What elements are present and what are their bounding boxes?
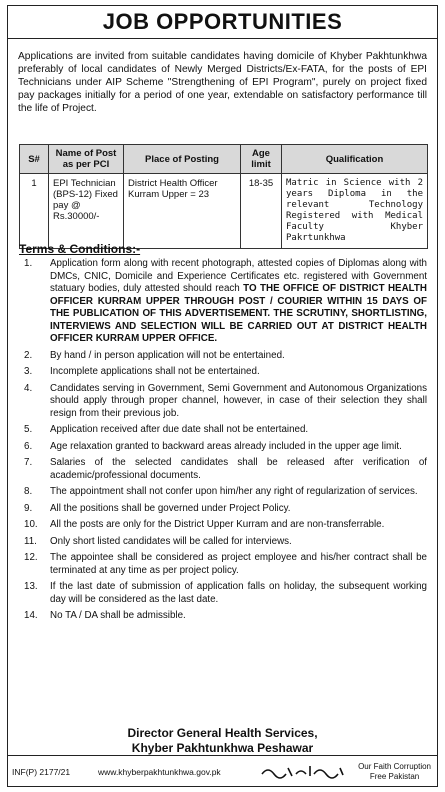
table-row	[20, 174, 428, 249]
cell-qualification: Matric in Science with 2 years Diploma in the relevant Technology Registered with Medical Faculty Khyber Pakrtunkhwa	[282, 174, 428, 249]
list-item: 3. Incomplete applications shall not be entertained.	[24, 366, 260, 377]
list-item: 2. By hand / in person application will not be entertained.	[24, 349, 285, 361]
signature-line-1: Director General Health Services,	[127, 726, 318, 740]
list-item: 8. The appointment shall not confer upon him/her any right of regularization of services.	[24, 486, 418, 497]
banner-title: JOB OPPORTUNITIES	[102, 9, 343, 34]
list-item: 6. Age relaxation granted to backward areas already included in the upper age limit.	[24, 440, 402, 452]
slogan: Our Faith Corruption Free Pakistan	[358, 762, 431, 781]
list-item: 12. The appointee shall be considered as project employee and his/her contract shall be terminated at any time as per project policy.	[24, 552, 427, 576]
header-age: Age limit	[241, 145, 282, 174]
list-item: 13. If the last date of submission of application falls on holiday, the subsequent working day will be considered as the last date.	[24, 581, 427, 605]
terms-heading: Terms & Conditions:-	[19, 242, 141, 256]
terms-list	[24, 258, 427, 627]
website-url: www.khyberpakhtunkhwa.gov.pk	[98, 767, 221, 777]
header-post: Name of Post as per PCI	[49, 145, 124, 174]
list-item: 9. All the positions shall be governed under Project Policy.	[24, 502, 291, 514]
urdu-slogan-graphic-icon	[258, 762, 348, 780]
list-item: 14. No TA / DA shall be admissible.	[24, 610, 186, 621]
list-item: 10. All the posts are only for the District Upper Kurram and are non-transferrable.	[24, 519, 385, 530]
jobs-table	[19, 144, 428, 249]
list-item: 11. Only short listed candidates will be called for interviews.	[24, 535, 292, 547]
list-item: 1. Application form along with recent photograph, attested copies of Diplomas along with DMCs, CNIC, Domicile and Experience Certificates etc. registered with Government statuary bodies, duly attested should reach TO THE OFFICE OF DISTRICT HEALTH OFFICER KURRAM UPPER THROUGH POST / COURIER WITHIN 15 DAYS OF THE PUBLICATION OF THIS ADVERTISEMENT. THE SCRUTINY, SHORTLISTING, INTERVIEWS AND SELECTION WILL BE CARRIED OUT AT DISTRICT HEALTH OFFICER KURRAM UPPER OFFICE.	[24, 258, 427, 344]
header-qualification: Qualification	[282, 145, 428, 174]
cell-place: District Health Officer Kurram Upper = 23	[124, 174, 241, 249]
table-header-row	[20, 145, 428, 174]
cell-post: EPI Technician (BPS-12) Fixed pay @ Rs.30000/-	[49, 174, 124, 249]
header-place: Place of Posting	[124, 145, 241, 174]
list-item: 5. Application received after due date shall not be entertained.	[24, 424, 309, 435]
banner	[8, 6, 437, 39]
cell-age: 18-35	[241, 174, 282, 249]
signature-line-2: Khyber Pakhtunkhwa Peshawar	[131, 741, 314, 755]
header-sno: S#	[20, 145, 49, 174]
list-item: 7. Salaries of the selected candidates shall be released after verification of academic/professional documents.	[24, 457, 427, 481]
inf-reference: INF(P) 2177/21	[12, 767, 71, 777]
intro-paragraph: Applications are invited from suitable candidates having domicile of Khyber Pakhtunkhwa preferably of local candidates of Newly Merged Districts/Ex-FATA, for the posts of EPI Technicians under AIP Scheme "Strengthening of EPI Program", purely on project fixed pay packages initially for a period of one year, extendable on satisfactory performance till the life of Project.	[18, 51, 427, 114]
footer	[8, 755, 437, 786]
list-item: 4. Candidates serving in Government, Semi Government and Autonomous Organizations should apply through proper channel, however, in case of their selection they shall resign from their previous job.	[24, 382, 427, 419]
signature-block	[8, 726, 437, 756]
cell-sno: 1	[20, 174, 49, 249]
advertisement-page	[7, 5, 438, 787]
